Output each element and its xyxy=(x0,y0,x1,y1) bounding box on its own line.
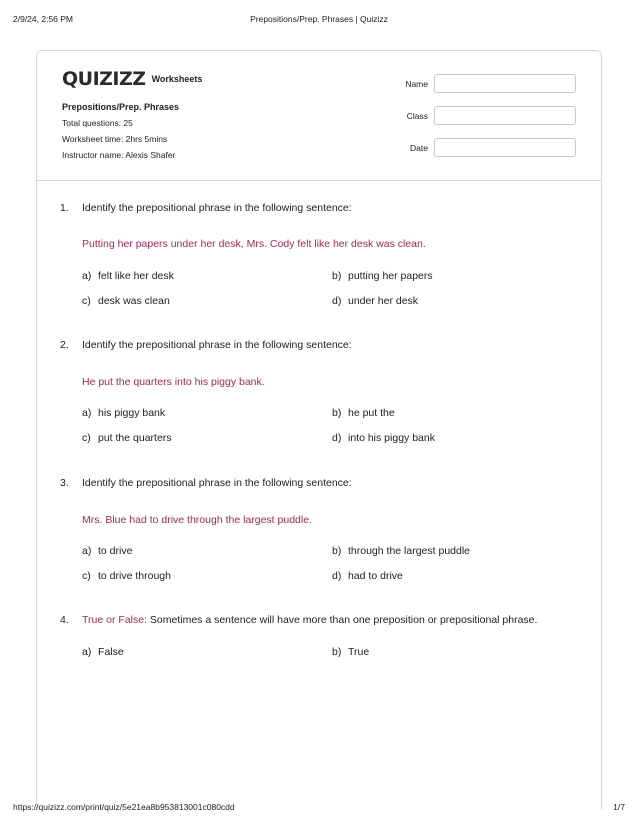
option-text: he put the xyxy=(348,407,395,419)
question-prompt xyxy=(82,339,562,351)
instructor-name: Instructor name: Alexis Shafer xyxy=(62,150,176,160)
question-type-prefix: True or False: xyxy=(82,614,147,626)
question-number: 4. xyxy=(60,614,69,626)
option-b[interactable] xyxy=(332,407,395,419)
option-text: put the quarters xyxy=(98,432,172,444)
option-text: True xyxy=(348,646,370,658)
option-b[interactable] xyxy=(332,545,470,557)
option-letter: b) xyxy=(332,646,342,658)
option-text: his piggy bank xyxy=(98,407,166,419)
option-letter: d) xyxy=(332,432,342,444)
print-footer xyxy=(13,802,625,814)
option-c[interactable] xyxy=(82,295,170,307)
option-a[interactable] xyxy=(82,270,174,282)
option-text: through the largest puddle xyxy=(348,545,471,557)
quiz-title: Prepositions/Prep. Phrases xyxy=(62,102,180,112)
quizizz-logo xyxy=(62,69,202,89)
print-url: https://quizizz.com/print/quiz/5e21ea8b953813001c080cdd xyxy=(13,802,235,812)
option-letter: a) xyxy=(82,270,92,282)
question-number: 2. xyxy=(60,339,69,351)
option-letter: a) xyxy=(82,545,92,557)
option-letter: b) xyxy=(332,407,342,419)
option-text: False xyxy=(98,646,124,658)
date-field[interactable] xyxy=(434,138,576,157)
option-text: felt like her desk xyxy=(98,270,174,282)
option-c[interactable] xyxy=(82,570,171,582)
worksheet-header xyxy=(37,51,601,181)
question-prompt-text: Identify the prepositional phrase in the following sentence: xyxy=(82,202,352,214)
option-d[interactable] xyxy=(332,295,418,307)
option-text: putting her papers xyxy=(348,270,433,282)
date-label: Date xyxy=(410,143,428,153)
name-label: Name xyxy=(405,79,428,89)
option-d[interactable] xyxy=(332,432,435,444)
option-b[interactable] xyxy=(332,270,433,282)
worksheet-time: Worksheet time: 2hrs 5mins xyxy=(62,134,168,144)
option-letter: c) xyxy=(82,432,91,444)
option-text: under her desk xyxy=(348,295,419,307)
option-letter: c) xyxy=(82,570,91,582)
question-sentence: Putting her papers under her desk, Mrs. Cody felt like her desk was clean. xyxy=(82,238,426,250)
question-prompt-text: Sometimes a sentence will have more than one preposition or prepositional phrase. xyxy=(149,614,538,626)
option-a[interactable] xyxy=(82,407,165,419)
option-a[interactable] xyxy=(82,646,124,658)
option-letter: d) xyxy=(332,295,342,307)
question-prompt-text: Identify the prepositional phrase in the following sentence: xyxy=(82,339,352,351)
option-a[interactable] xyxy=(82,545,132,557)
option-b[interactable] xyxy=(332,646,369,658)
page-number: 1/7 xyxy=(613,802,625,812)
print-datetime: 2/9/24, 2:56 PM xyxy=(13,14,74,24)
question-prompt-text: Identify the prepositional phrase in the following sentence: xyxy=(82,477,352,489)
logo-subtitle: Worksheets xyxy=(151,74,203,84)
option-letter: b) xyxy=(332,270,342,282)
class-field[interactable] xyxy=(434,106,576,125)
total-questions: Total questions: 25 xyxy=(62,118,133,128)
option-letter: a) xyxy=(82,407,92,419)
worksheet-card xyxy=(36,50,602,810)
question-sentence: Mrs. Blue had to drive through the largest puddle. xyxy=(82,514,312,526)
option-letter: d) xyxy=(332,570,342,582)
print-header xyxy=(13,14,625,26)
option-text: had to drive xyxy=(348,570,403,582)
question-prompt xyxy=(82,202,562,214)
question-prompt xyxy=(82,477,562,489)
option-d[interactable] xyxy=(332,570,403,582)
question-prompt xyxy=(82,614,562,626)
option-text: desk was clean xyxy=(98,295,170,307)
logo-wordmark: QUIZIZZ xyxy=(62,68,146,90)
option-letter: b) xyxy=(332,545,342,557)
option-c[interactable] xyxy=(82,432,172,444)
class-label: Class xyxy=(406,111,428,121)
option-text: into his piggy bank xyxy=(348,432,435,444)
option-letter: c) xyxy=(82,295,91,307)
print-page-title: Prepositions/Prep. Phrases | Quizizz xyxy=(250,14,388,24)
question-number: 1. xyxy=(60,202,69,214)
option-text: to drive xyxy=(98,545,133,557)
option-letter: a) xyxy=(82,646,92,658)
question-number: 3. xyxy=(60,477,69,489)
name-field[interactable] xyxy=(434,74,576,93)
question-sentence: He put the quarters into his piggy bank. xyxy=(82,376,265,388)
option-text: to drive through xyxy=(98,570,171,582)
